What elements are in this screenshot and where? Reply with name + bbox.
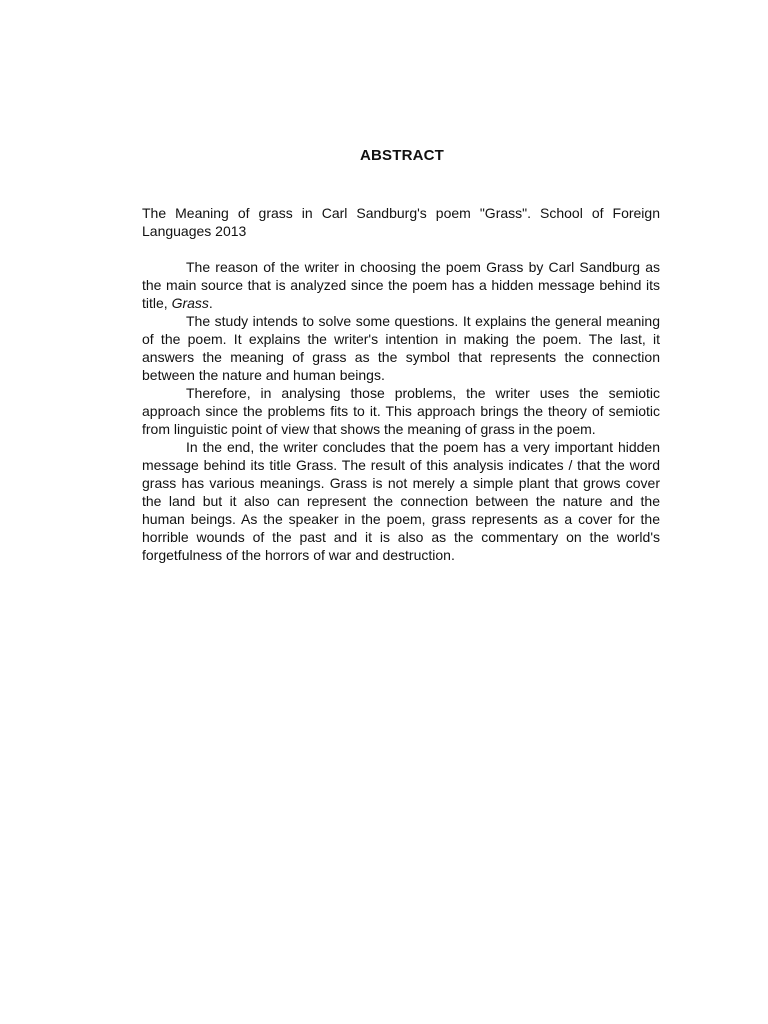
page-title: ABSTRACT (359, 147, 445, 164)
abstract-body (142, 204, 660, 564)
paragraph-2: The study intends to solve some questions. It explains the general meaning of the poem. It explains the writer's intention in making the poem. The last, it answers the meaning of grass as the symbol that represents the connection between the nature and human beings. (142, 313, 660, 383)
paragraph-1 (142, 258, 660, 312)
paragraph-1-italic-title: Grass (171, 295, 209, 311)
abstract-subtitle: The Meaning of grass in Carl Sandburg's poem "Grass". School of Foreign Languages 2013 (142, 205, 660, 239)
paragraph-1-text: The reason of the writer in choosing the poem Grass by Carl Sandburg as the main source that is analyzed since the poem has a hidden message behind its title, (142, 259, 660, 311)
paragraph-4: In the end, the writer concludes that the poem has a very important hidden message behind its title Grass. The result of this analysis indicates / that the word grass has various meanings. Grass is not merely a simple plant that grows cover the land but it also can represent the connection between the nature and the human beings. As the speaker in the poem, grass represents as a cover for the horrible wounds of the past and it is also as the commentary on the world's forgetfulness of the horrors of war and destruction. (142, 439, 660, 563)
paragraph-1-end: . (208, 295, 213, 311)
paragraph-3: Therefore, in analysing those problems, the writer uses the semiotic approach since the problems fits to it. This approach brings the theory of semiotic from linguistic point of view that shows the meaning of grass in the poem. (142, 385, 660, 437)
